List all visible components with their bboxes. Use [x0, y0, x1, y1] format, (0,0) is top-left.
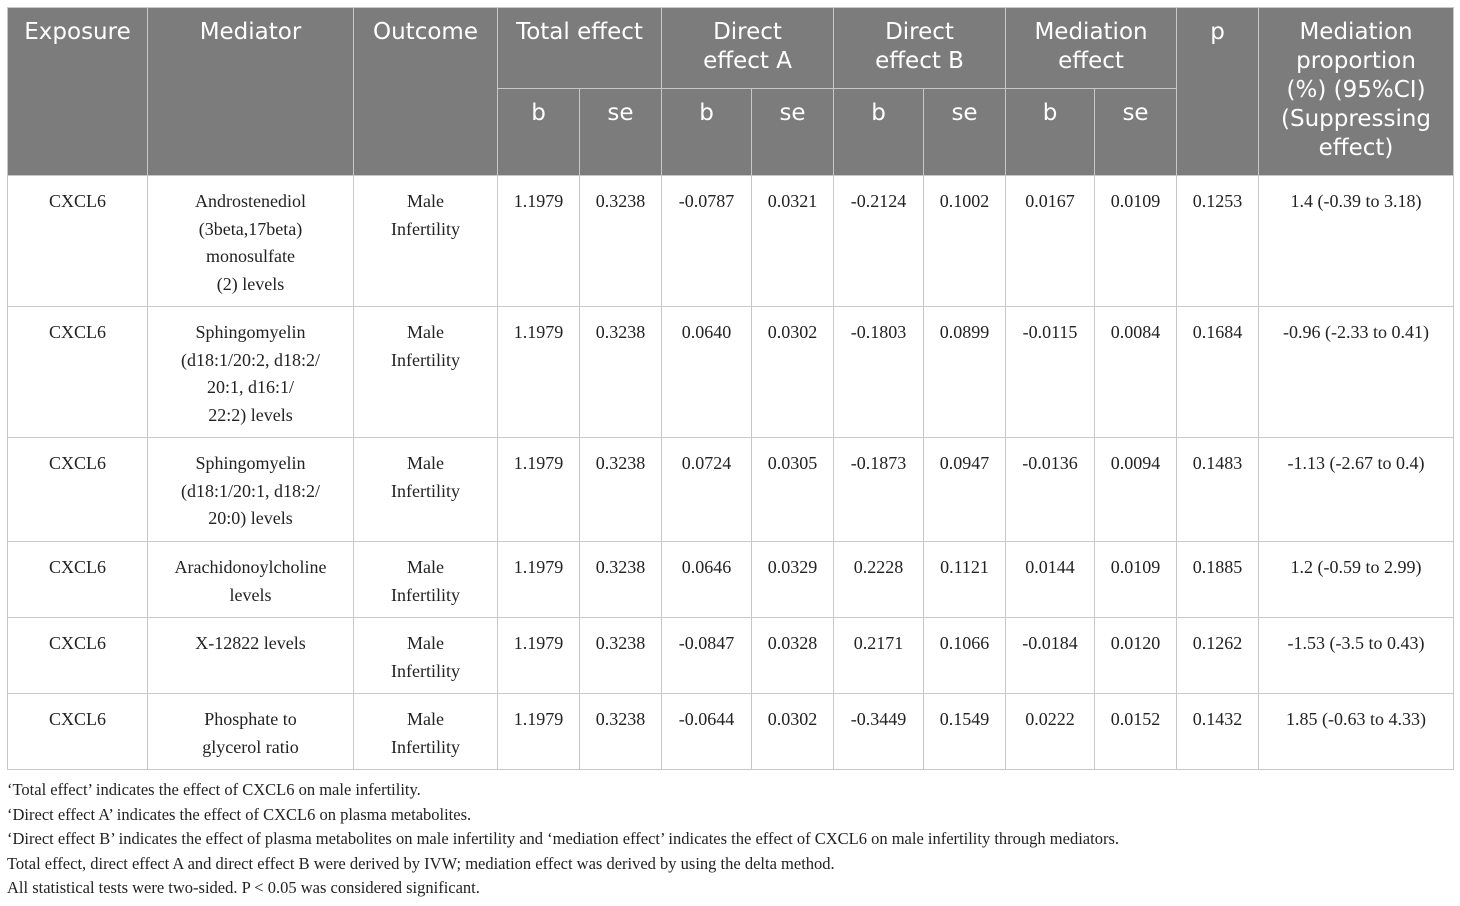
cell-direct-a-se: 0.0329 [752, 542, 834, 618]
header-exposure: Exposure [8, 8, 148, 176]
cell-p: 0.1483 [1177, 438, 1259, 542]
cell-exposure: CXCL6 [8, 618, 148, 694]
cell-p: 0.1885 [1177, 542, 1259, 618]
cell-mediation-b: -0.0115 [1006, 307, 1095, 438]
header-total-b: b [498, 89, 580, 176]
header-total-effect: Total effect [498, 8, 662, 89]
footnote: ‘Total effect’ indicates the effect of CXCL6 on male infertility. [7, 780, 421, 799]
cell-exposure: CXCL6 [8, 438, 148, 542]
header-mediation-se: se [1095, 89, 1177, 176]
cell-mediation-se: 0.0152 [1095, 694, 1177, 770]
table-footnotes [7, 778, 1453, 901]
mediation-table [7, 7, 1454, 770]
cell-mediation-b: 0.0144 [1006, 542, 1095, 618]
cell-direct-a-se: 0.0321 [752, 176, 834, 307]
cell-outcome: Male Infertility [354, 694, 498, 770]
cell-direct-a-b: 0.0724 [662, 438, 752, 542]
header-direct-b-b: b [834, 89, 924, 176]
footnote: All statistical tests were two-sided. P < 0.05 was considered significant. [7, 878, 480, 897]
header-total-se: se [580, 89, 662, 176]
header-direct-a-b: b [662, 89, 752, 176]
cell-exposure: CXCL6 [8, 694, 148, 770]
cell-proportion: 1.2 (-0.59 to 2.99) [1259, 542, 1454, 618]
header-direct-effect-b: Direct effect B [834, 8, 1006, 89]
table-row [8, 542, 1454, 618]
cell-exposure: CXCL6 [8, 176, 148, 307]
cell-direct-a-b: 0.0640 [662, 307, 752, 438]
cell-total-se: 0.3238 [580, 618, 662, 694]
header-direct-b-se: se [924, 89, 1006, 176]
footnote: ‘Direct effect B’ indicates the effect of plasma metabolites on male infertility and ‘mediation effect’ indicates the effect of CXCL6 on male infertility through mediators. [7, 829, 1119, 848]
cell-mediation-se: 0.0084 [1095, 307, 1177, 438]
cell-direct-b-se: 0.1121 [924, 542, 1006, 618]
cell-total-b: 1.1979 [498, 618, 580, 694]
table-body [8, 176, 1454, 770]
cell-mediator: Arachidonoylcholine levels [148, 542, 354, 618]
cell-mediation-b: 0.0222 [1006, 694, 1095, 770]
cell-outcome: Male Infertility [354, 618, 498, 694]
cell-mediation-se: 0.0109 [1095, 176, 1177, 307]
cell-direct-b-se: 0.1549 [924, 694, 1006, 770]
cell-mediation-b: 0.0167 [1006, 176, 1095, 307]
cell-proportion: -1.13 (-2.67 to 0.4) [1259, 438, 1454, 542]
cell-direct-a-b: 0.0646 [662, 542, 752, 618]
cell-direct-a-b: -0.0787 [662, 176, 752, 307]
cell-direct-a-b: -0.0644 [662, 694, 752, 770]
cell-outcome: Male Infertility [354, 438, 498, 542]
cell-direct-b-se: 0.0899 [924, 307, 1006, 438]
cell-proportion: 1.4 (-0.39 to 3.18) [1259, 176, 1454, 307]
cell-total-se: 0.3238 [580, 307, 662, 438]
cell-mediator: Androstenediol (3beta,17beta) monosulfate (2) levels [148, 176, 354, 307]
header-direct-a-se: se [752, 89, 834, 176]
table-header [8, 8, 1454, 176]
cell-outcome: Male Infertility [354, 307, 498, 438]
cell-total-se: 0.3238 [580, 176, 662, 307]
cell-direct-b-se: 0.0947 [924, 438, 1006, 542]
cell-direct-a-b: -0.0847 [662, 618, 752, 694]
cell-mediation-b: -0.0184 [1006, 618, 1095, 694]
cell-mediation-b: -0.0136 [1006, 438, 1095, 542]
cell-mediator: Sphingomyelin (d18:1/20:1, d18:2/ 20:0) levels [148, 438, 354, 542]
cell-total-se: 0.3238 [580, 542, 662, 618]
cell-total-b: 1.1979 [498, 176, 580, 307]
footnote: ‘Direct effect A’ indicates the effect of CXCL6 on plasma metabolites. [7, 804, 472, 824]
cell-p: 0.1432 [1177, 694, 1259, 770]
cell-outcome: Male Infertility [354, 542, 498, 618]
cell-p: 0.1253 [1177, 176, 1259, 307]
cell-total-b: 1.1979 [498, 307, 580, 438]
header-mediation-proportion: Mediation proportion (%) (95%CI) (Suppressing effect) [1259, 8, 1454, 176]
header-mediation-effect: Mediation effect [1006, 8, 1177, 89]
cell-direct-a-se: 0.0302 [752, 694, 834, 770]
cell-mediation-se: 0.0120 [1095, 618, 1177, 694]
table-row [8, 438, 1454, 542]
cell-direct-b-b: 0.2171 [834, 618, 924, 694]
cell-direct-b-b: 0.2228 [834, 542, 924, 618]
cell-mediator: X-12822 levels [148, 618, 354, 694]
cell-outcome: Male Infertility [354, 176, 498, 307]
cell-total-b: 1.1979 [498, 542, 580, 618]
cell-direct-b-b: -0.3449 [834, 694, 924, 770]
table-container [7, 7, 1453, 901]
table-row [8, 176, 1454, 307]
cell-mediator: Sphingomyelin (d18:1/20:2, d18:2/ 20:1, d16:1/ 22:2) levels [148, 307, 354, 438]
cell-proportion: 1.85 (-0.63 to 4.33) [1259, 694, 1454, 770]
table-row [8, 307, 1454, 438]
cell-total-se: 0.3238 [580, 438, 662, 542]
cell-direct-b-b: -0.1873 [834, 438, 924, 542]
cell-total-se: 0.3238 [580, 694, 662, 770]
cell-direct-b-b: -0.1803 [834, 307, 924, 438]
cell-proportion: -1.53 (-3.5 to 0.43) [1259, 618, 1454, 694]
header-mediation-b: b [1006, 89, 1095, 176]
cell-exposure: CXCL6 [8, 307, 148, 438]
table-row [8, 618, 1454, 694]
cell-direct-a-se: 0.0302 [752, 307, 834, 438]
cell-direct-b-b: -0.2124 [834, 176, 924, 307]
header-outcome: Outcome [354, 8, 498, 176]
cell-exposure: CXCL6 [8, 542, 148, 618]
cell-total-b: 1.1979 [498, 438, 580, 542]
cell-p: 0.1684 [1177, 307, 1259, 438]
cell-proportion: -0.96 (-2.33 to 0.41) [1259, 307, 1454, 438]
header-mediator: Mediator [148, 8, 354, 176]
cell-p: 0.1262 [1177, 618, 1259, 694]
cell-mediation-se: 0.0094 [1095, 438, 1177, 542]
cell-mediation-se: 0.0109 [1095, 542, 1177, 618]
table-row [8, 694, 1454, 770]
cell-direct-a-se: 0.0305 [752, 438, 834, 542]
cell-direct-b-se: 0.1066 [924, 618, 1006, 694]
cell-total-b: 1.1979 [498, 694, 580, 770]
footnote: Total effect, direct effect A and direct effect B were derived by IVW; mediation effect was derived by using the delta method. [7, 853, 835, 873]
cell-direct-b-se: 0.1002 [924, 176, 1006, 307]
header-p: p [1177, 8, 1259, 176]
cell-mediator: Phosphate to glycerol ratio [148, 694, 354, 770]
header-direct-effect-a: Direct effect A [662, 8, 834, 89]
cell-direct-a-se: 0.0328 [752, 618, 834, 694]
